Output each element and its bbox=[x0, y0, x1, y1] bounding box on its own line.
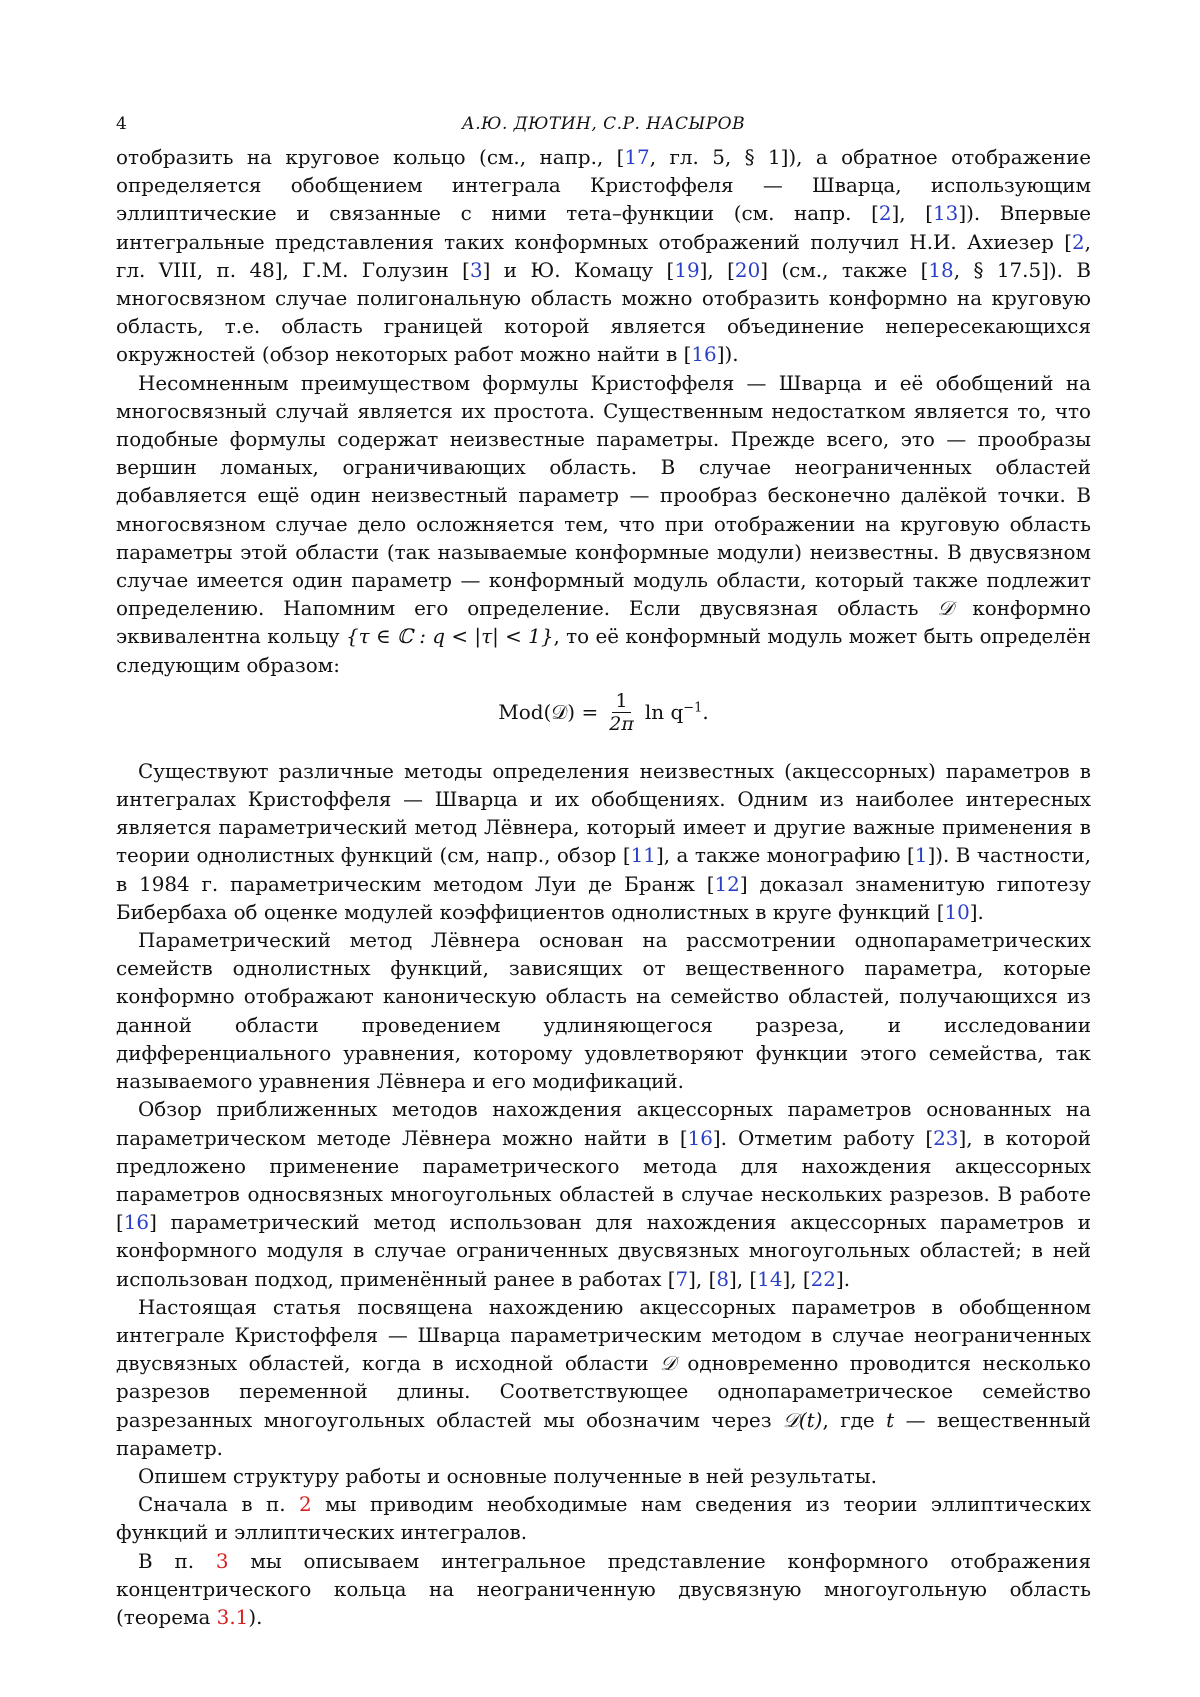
paragraph-4 bbox=[116, 927, 1091, 1096]
text-run: отобразить на круговое кольцо (см., напр., [ bbox=[116, 146, 625, 169]
citation-link[interactable]: 16 bbox=[691, 343, 717, 367]
section-link[interactable]: 3 bbox=[215, 1549, 229, 1573]
citation-link[interactable]: 8 bbox=[716, 1267, 729, 1291]
text-run: Существуют различные методы определения неизвестных (акцессорных) параметров в интегралах Кристоффеля — Шварца и их обобщениях. Одним из наиболее интересных является параметрический метод Лёвнера, который имеет и другие важные применения в теории однолистных функций (см, напр., обзор [ bbox=[116, 759, 1091, 868]
text-run: , то её конформный модуль может быть определён следующим образом: bbox=[116, 625, 1091, 677]
math-inline: {τ ∈ ℂ : q < |τ| < 1} bbox=[345, 625, 554, 649]
section-link[interactable]: 2 bbox=[299, 1493, 312, 1517]
formula-exponent: −1 bbox=[683, 700, 703, 716]
citation-link[interactable]: 18 bbox=[928, 258, 954, 282]
page-header bbox=[116, 104, 1091, 144]
body-text bbox=[116, 144, 1091, 1632]
citation-link[interactable]: 1 bbox=[914, 844, 928, 868]
formula-rhs bbox=[645, 698, 709, 726]
text-run: , где bbox=[822, 1408, 887, 1432]
text-run: ], [ bbox=[729, 1267, 758, 1291]
page-number: 4 bbox=[116, 114, 127, 134]
fraction-denominator: 2π bbox=[609, 712, 634, 735]
text-run: ). bbox=[248, 1605, 263, 1629]
theorem-link[interactable]: 3.1 bbox=[216, 1605, 249, 1629]
text-run: Несомненным преимуществом формулы Кристоффеля — Шварца и её обобщений на многосвязный случай является их простота. Существенным недостатком является то, что подобные формулы содержат неизвестные параметры. Прежде всего, это — прообразы вершин ломаных, ограничивающих область. В случае неограниченных областей добавляется ещё один неизвестный параметр — прообраз бесконечно далёкой точки. В многосвязном случае дело осложняется тем, что при отображении на круговую область параметры этой области (так называемые конформные модули) неизвестны. В двусвязном случае имеется один параметр — конформный модуль области, который также подлежит определению. Напомним его определение. Если двусвязная область bbox=[116, 371, 1091, 621]
text-run: Настоящая статья посвящена нахождению акцессорных параметров в обобщенном интеграле Кристоффеля — Шварца параметрическим методом в случае неограниченных двусвязных областей, когда в исходной области bbox=[116, 1295, 1091, 1376]
text-run: В п. bbox=[138, 1549, 216, 1573]
citation-link[interactable]: 2 bbox=[1072, 230, 1085, 254]
paragraph-5 bbox=[116, 1096, 1091, 1293]
text-run: мы приводим необходимые нам сведения из теории эллиптических функций и эллиптических интегралов. bbox=[116, 1493, 1091, 1545]
running-head: А.Ю. ДЮТИН, С.Р. НАСЫРОВ bbox=[461, 114, 746, 134]
text-run: мы описываем интегральное представление конформного отображения концентрического кольца на неограниченную двусвязную многоугольную область (теорема bbox=[116, 1549, 1091, 1629]
citation-link[interactable]: 7 bbox=[675, 1267, 689, 1291]
paragraph-3 bbox=[116, 758, 1091, 927]
display-formula bbox=[116, 690, 1091, 746]
text-run: Параметрический метод Лёвнера основан на рассмотрении однопараметрических семейств однолистных функций, зависящих от вещественного параметра, которые конформно отображают каноническую область на семейство областей, получающихся из данной области проведением удлиняющегося разреза, и исследовании дифференциального уравнения, которому удовлетворяют функции этого семейства, так называемого уравнения Лёвнера и его модификаций. bbox=[116, 929, 1091, 1094]
text-run: ] и Ю. Комацу [ bbox=[482, 258, 675, 282]
paragraph-7 bbox=[116, 1463, 1091, 1491]
text-run: ] (см., также [ bbox=[760, 258, 929, 282]
paragraph-9 bbox=[116, 1548, 1091, 1633]
text-run: ]. bbox=[969, 900, 984, 924]
citation-link[interactable]: 12 bbox=[714, 872, 740, 896]
text-run: ]. Отметим работу [ bbox=[712, 1126, 934, 1150]
text-run: конформно эквивалентна кольцу bbox=[116, 597, 1091, 649]
citation-link[interactable]: 16 bbox=[687, 1126, 713, 1150]
paragraph-1 bbox=[116, 144, 1091, 370]
math-inline: t bbox=[886, 1408, 895, 1432]
text-run: ]). Впервые интегральные представления таких конформных отображений получил Н.И. Ахиезер [ bbox=[116, 202, 1091, 254]
text-run: ] доказал знаменитую гипотезу Бибербаха об оценке модулей коэффициентов однолистных в круге функций [ bbox=[116, 872, 1091, 924]
text-run: ], в которой предложено применение параметрического метода для нахождения акцессорных параметров односвязных многоугольных областей в случае нескольких разрезов. В работе [ bbox=[116, 1126, 1091, 1235]
formula-period: . bbox=[702, 700, 709, 725]
citation-link[interactable]: 16 bbox=[123, 1211, 150, 1235]
citation-link[interactable]: 10 bbox=[944, 900, 970, 924]
text-run: Опишем структуру работы и основные полученные в ней результаты. bbox=[138, 1464, 877, 1488]
formula-log: ln q bbox=[644, 700, 684, 725]
citation-link[interactable]: 13 bbox=[933, 202, 959, 226]
text-run: ] параметрический метод использован для нахождения акцессорных параметров и конформного модуля в случае ограниченных двусвязных многоугольных областей; в ней использован подход, применённый ранее в работах [ bbox=[116, 1211, 1091, 1291]
text-run: , § 17.5]). В многосвязном случае полигональную область можно отобразить конформно на круговую область, т.е. область границей которой является объединение непересекающихся окружностей (обзор некоторых работ можно найти в [ bbox=[116, 258, 1092, 367]
math-inline: 𝒟 bbox=[937, 597, 954, 621]
citation-link[interactable]: 3 bbox=[469, 258, 483, 282]
text-run: Сначала в п. bbox=[138, 1493, 300, 1517]
citation-link[interactable]: 23 bbox=[933, 1126, 959, 1150]
text-run: — вещественный параметр. bbox=[116, 1408, 1091, 1460]
text-run: Обзор приближенных методов нахождения акцессорных параметров основанных на параметрическом методе Лёвнера можно найти в [ bbox=[116, 1098, 1091, 1150]
paragraph-8 bbox=[116, 1491, 1091, 1547]
paragraph-6 bbox=[116, 1294, 1091, 1463]
citation-link[interactable]: 14 bbox=[757, 1267, 783, 1291]
text-run: ], [ bbox=[699, 258, 735, 282]
citation-link[interactable]: 11 bbox=[630, 844, 656, 868]
text-run: ], а также монографию [ bbox=[655, 844, 915, 868]
citation-link[interactable]: 20 bbox=[734, 258, 761, 282]
text-run: ], [ bbox=[891, 202, 934, 226]
citation-link[interactable]: 17 bbox=[624, 146, 650, 169]
citation-link[interactable]: 19 bbox=[674, 258, 700, 282]
text-run: одновременно проводится несколько разрезов переменной длины. Соответствующее однопараметрическое семейство разрезанных многоугольных областей мы обозначим через bbox=[116, 1352, 1091, 1432]
text-run: , гл. 5, § 1]), а обратное отображение определяется обобщением интеграла Кристоффеля — Шварца, использующим эллиптические и связанные с ними тета–функции (см. напр. [ bbox=[116, 146, 1091, 226]
text-run: ], [ bbox=[782, 1267, 811, 1291]
text-run: ]). В частности, в 1984 г. параметрическим методом Луи де Бранж [ bbox=[116, 844, 1091, 896]
paragraph-2 bbox=[116, 370, 1091, 680]
text-run: , гл. VIII, п. 48], Г.М. Голузин [ bbox=[116, 230, 1091, 282]
math-inline: 𝒟(t) bbox=[783, 1408, 823, 1432]
text-run: ], [ bbox=[688, 1267, 717, 1291]
text-run: ]). bbox=[716, 343, 739, 367]
formula-lhs: Mod(𝒟) = bbox=[498, 700, 599, 725]
page bbox=[116, 104, 1091, 1632]
citation-link[interactable]: 2 bbox=[878, 202, 892, 226]
text-run: ]. bbox=[835, 1267, 851, 1291]
citation-link[interactable]: 22 bbox=[810, 1267, 836, 1291]
math-inline: 𝒟 bbox=[660, 1352, 676, 1376]
fraction bbox=[606, 690, 637, 735]
fraction-numerator: 1 bbox=[612, 690, 630, 713]
